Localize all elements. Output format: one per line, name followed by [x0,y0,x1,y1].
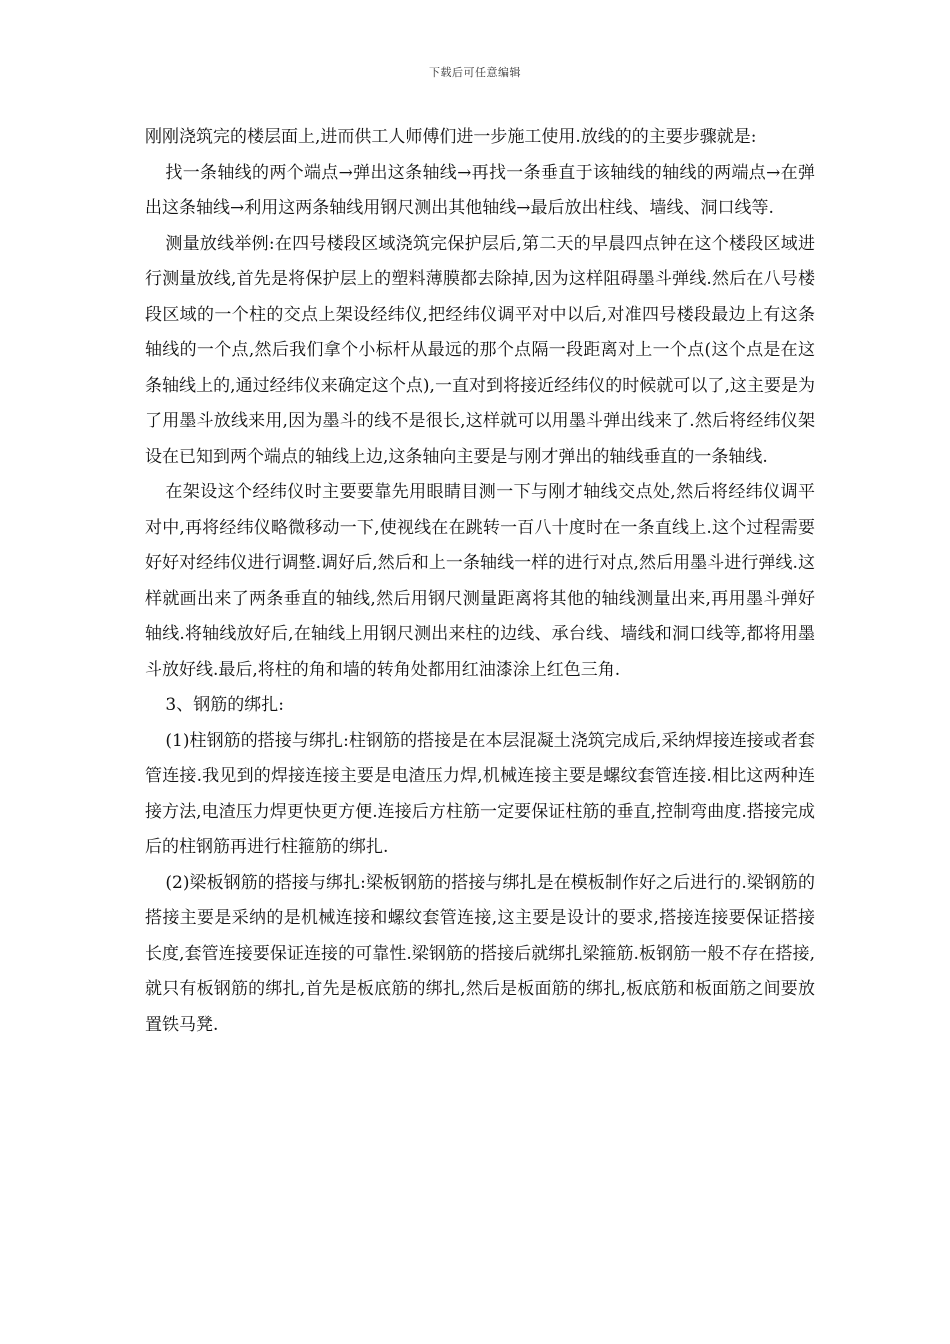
section-heading-rebar: 3、钢筋的绑扎: [165,695,284,715]
paragraph-steps: 找一条轴线的两个端点→弹出这条轴线→再找一条垂直于该轴线的轴线的两端点→在弹出这条轴线→利用这两条轴线用钢尺测出其他轴线→最后放出柱线、墙线、洞口线等. [145,162,815,218]
paragraph-beam-slab-rebar: (2)梁板钢筋的搭接与绑扎:梁板钢筋的搭接与绑扎是在模板制作好之后进行的.梁钢筋的搭接主要是采纳的是机械连接和螺纹套管连接,这主要是设计的要求,搭接连接要保证搭接长度,套管连接要保证连接的可靠性.梁钢筋的搭接后就绑扎梁箍筋.板钢筋一般不存在搭接,就只有板钢筋的绑扎,首先是板底筋的绑扎,然后是板面筋的绑扎,板底筋和板面筋之间要放置铁马凳. [145,872,815,1035]
document-body [145,120,815,1043]
paragraph-column-rebar: (1)柱钢筋的搭接与绑扎:柱钢筋的搭接是在本层混凝土浇筑完成后,采纳焊接连接或者套管连接.我见到的焊接连接主要是电渣压力焊,机械连接主要是螺纹套管连接.相比这两种连接方法,电渣压力焊更快更方便.连接后方柱筋一定要保证柱筋的垂直,控制弯曲度.搭接完成后的柱钢筋再进行柱箍筋的绑扎. [145,730,815,857]
paragraph-continuation: 刚刚浇筑完的楼层面上,进而供工人师傅们进一步施工使用.放线的的主要步骤就是: [145,127,757,147]
paragraph-theodolite: 在架设这个经纬仪时主要要靠先用眼睛目测一下与刚才轴线交点处,然后将经纬仪调平对中,再将经纬仪略微移动一下,使视线在在跳转一百八十度时在一条直线上.这个过程需要好好对经纬仪进行调整.调好后,然后和上一条轴线一样的进行对点,然后用墨斗进行弹线.这样就画出来了两条垂直的轴线,然后用钢尺测量距离将其他的轴线测量出来,再用墨斗弹好轴线.将轴线放好后,在轴线上用钢尺测出来柱的边线、承台线、墙线和洞口线等,都将用墨斗放好线.最后,将柱的角和墙的转角处都用红油漆涂上红色三角. [145,482,815,680]
header-note: 下载后可任意编辑 [429,66,521,79]
paragraph-example: 测量放线举例:在四号楼段区域浇筑完保护层后,第二天的早晨四点钟在这个楼段区域进行测量放线,首先是将保护层上的塑料薄膜都去除掉,因为这样阻碍墨斗弹线.然后在八号楼段区域的一个柱的交点上架设经纬仪,把经纬仪调平对中以后,对准四号楼段最边上有这条轴线的一个点,然后我们拿个小标杆从最远的那个点隔一段距离对上一个点(这个点是在这条轴线上的,通过经纬仪来确定这个点),一直对到将接近经纬仪的时候就可以了,这主要是为了用墨斗放线来用,因为墨斗的线不是很长,这样就可以用墨斗弹出线来了.然后将经纬仪架设在已知到两个端点的轴线上边,这条轴向主要是与刚才弹出的轴线垂直的一条轴线. [145,233,815,467]
